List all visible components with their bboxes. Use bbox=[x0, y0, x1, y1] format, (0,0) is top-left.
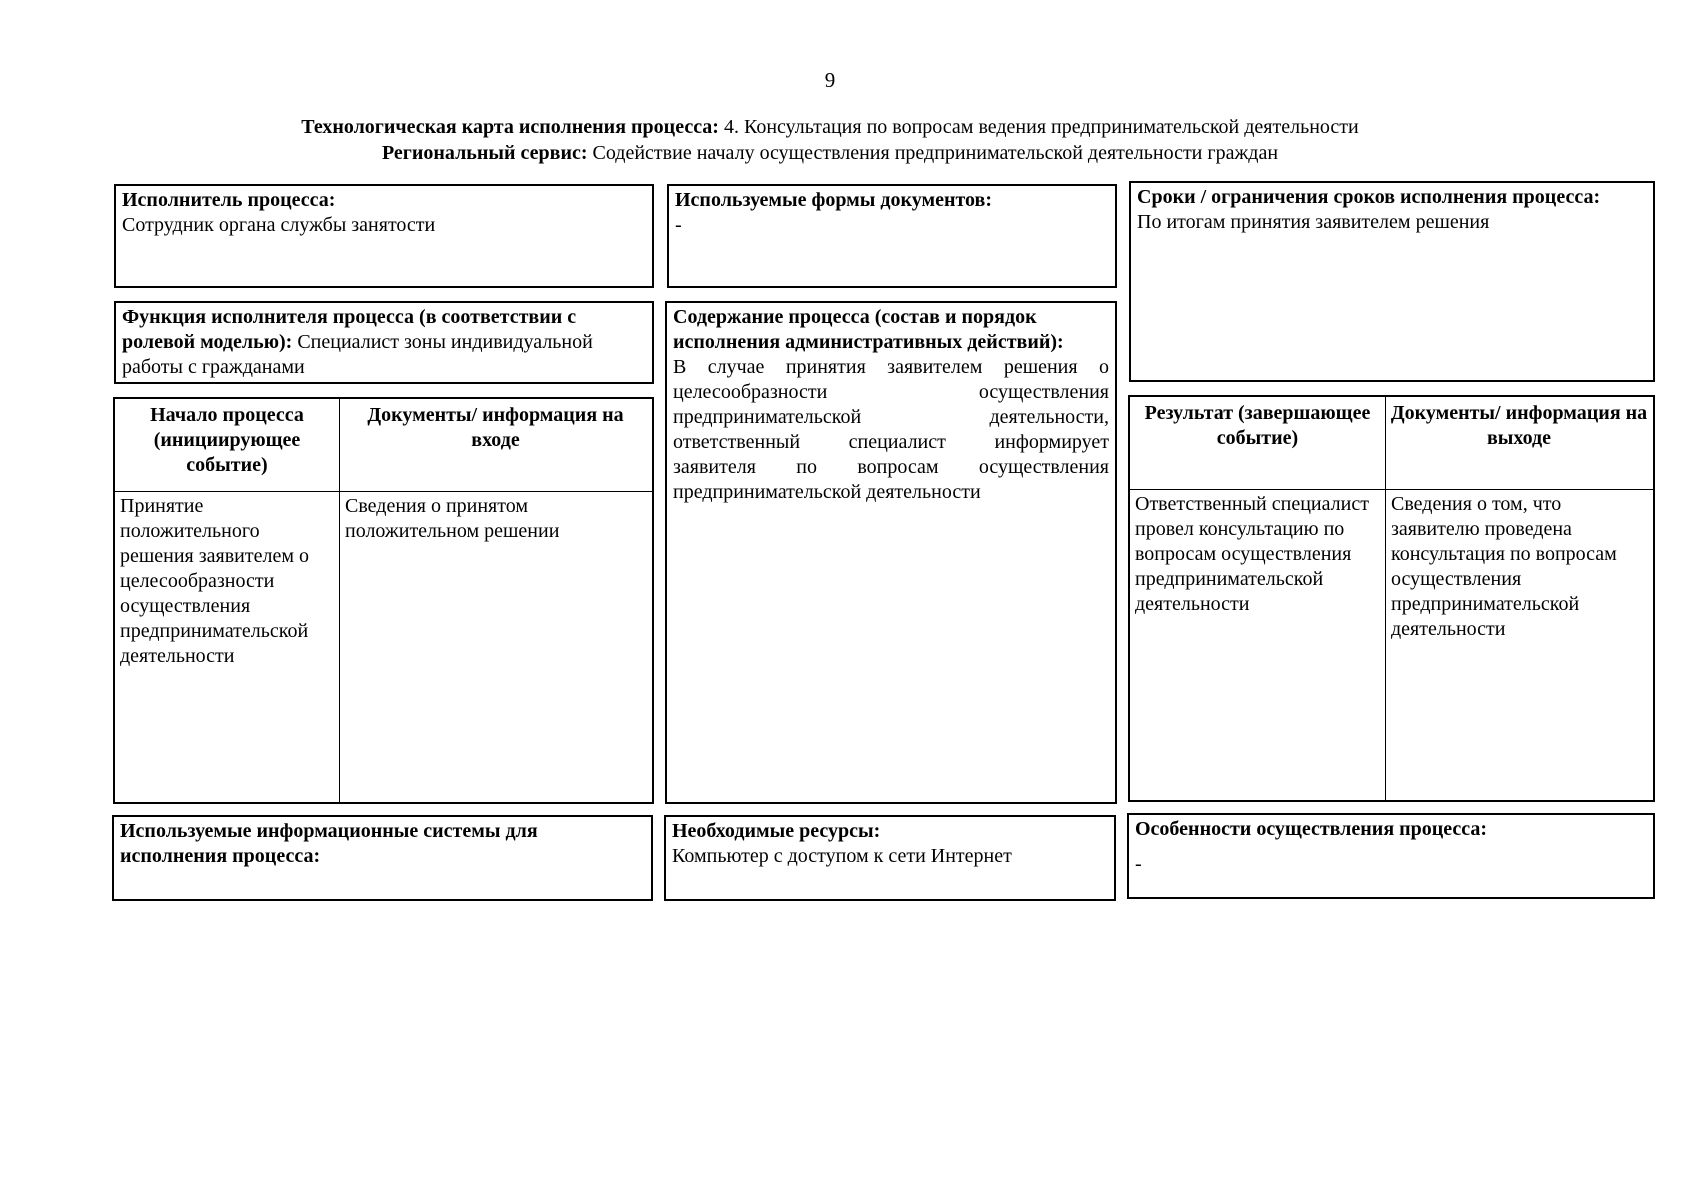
result-table bbox=[1128, 395, 1655, 802]
regional-service bbox=[150, 142, 1510, 165]
resources-box bbox=[664, 815, 1116, 901]
features-value: - bbox=[1135, 853, 1142, 875]
start-table bbox=[113, 397, 654, 804]
output-docs-value: Сведения о том, что заявителю проведена консультация по вопросам осуществления предпринимательской деятельности bbox=[1391, 493, 1617, 640]
executor-box bbox=[114, 184, 654, 288]
deadlines-value: По итогам принятия заявителем решения bbox=[1137, 211, 1490, 233]
input-docs-value: Сведения о принятом положительном решении bbox=[345, 495, 560, 542]
info-systems-label: Используемые информационные системы для исполнения процесса: bbox=[120, 820, 538, 867]
forms-box bbox=[667, 184, 1117, 288]
forms-value: - bbox=[675, 214, 682, 236]
output-docs-header: Документы/ информация на выходе bbox=[1390, 402, 1648, 449]
features-box bbox=[1127, 813, 1655, 899]
title-value: 4. Консультация по вопросам ведения предпринимательской деятельности bbox=[723, 116, 1359, 138]
resources-value: Компьютер с доступом к сети Интернет bbox=[672, 845, 1012, 867]
function-box bbox=[114, 301, 654, 384]
resources-label: Необходимые ресурсы: bbox=[672, 820, 881, 842]
function-value: Специалист зоны индивидуальной работы с гражданами bbox=[122, 331, 593, 378]
title-label: Технологическая карта исполнения процесса: bbox=[301, 116, 719, 138]
function-label: Функция исполнителя процесса (в соответствии с ролевой моделью): bbox=[122, 306, 577, 353]
start-header: Начало процесса (инициирующее событие) bbox=[150, 404, 304, 476]
deadlines-box bbox=[1129, 181, 1655, 382]
executor-value: Сотрудник органа службы занятости bbox=[122, 214, 436, 236]
service-label: Региональный сервис: bbox=[381, 142, 588, 164]
start-column-divider bbox=[339, 399, 340, 802]
deadlines-label: Сроки / ограничения сроков исполнения процесса: bbox=[1137, 186, 1601, 208]
service-value: Содействие началу осуществления предпринимательской деятельности граждан bbox=[592, 142, 1279, 164]
features-label: Особенности осуществления процесса: bbox=[1135, 818, 1488, 840]
content-value: В случае принятия заявителем решения о целесообразности осуществления предпринимательской деятельности, ответственный специалист информирует заявителя по вопросам осуществления предпринимательской деятельности bbox=[673, 356, 1109, 503]
content-label: Содержание процесса (состав и порядок исполнения административных действий): bbox=[673, 306, 1064, 353]
document-title bbox=[150, 116, 1510, 139]
result-event-value: Ответственный специалист провел консультацию по вопросам осуществления предпринимательской деятельности bbox=[1135, 493, 1369, 615]
result-header: Результат (завершающее событие) bbox=[1144, 402, 1371, 449]
start-event-value: Принятие положительного решения заявителем о целесообразности осуществления предпринимательской деятельности bbox=[120, 495, 310, 667]
content-box bbox=[665, 301, 1117, 804]
forms-label: Используемые формы документов: bbox=[675, 189, 993, 211]
input-docs-header: Документы/ информация на входе bbox=[367, 404, 624, 451]
info-systems-box bbox=[112, 815, 653, 901]
page-number: 9 bbox=[824, 68, 836, 92]
executor-label: Исполнитель процесса: bbox=[122, 189, 336, 211]
